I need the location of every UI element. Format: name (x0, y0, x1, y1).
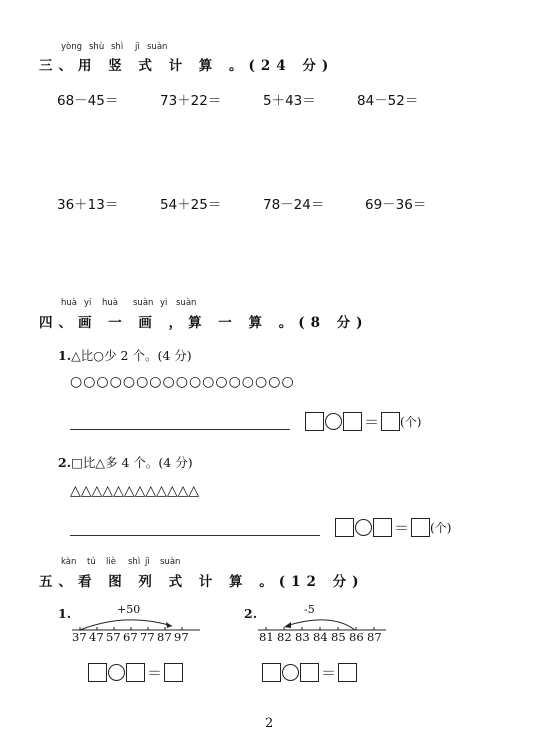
pinyin-5: jì (145, 557, 150, 567)
pinyin-1: yòng (61, 42, 83, 52)
question-text: △比○少 2 个。(4 分) (71, 348, 192, 363)
tick-label: 57 (106, 630, 121, 644)
question-2 (58, 453, 193, 471)
operator-circle[interactable] (355, 519, 372, 536)
tick-label: 83 (295, 630, 310, 644)
answer-line (70, 535, 320, 536)
pinyin-2: yi (84, 298, 92, 308)
equals-sign: ＝ (147, 664, 163, 682)
pinyin-6: suàn (160, 557, 181, 567)
question-1 (58, 346, 192, 364)
triangle-row: △△△△△△△△△△△△ (70, 483, 200, 499)
answer-box[interactable] (305, 412, 324, 431)
equation: 78－24＝ (263, 197, 325, 213)
answer-box[interactable] (126, 663, 145, 682)
operator-circle[interactable] (282, 664, 299, 681)
jump-arc (80, 620, 172, 630)
answer-box[interactable] (335, 518, 354, 537)
equals-sign: ＝ (394, 519, 410, 537)
equation: 84－52＝ (357, 93, 419, 109)
arc-label: -5 (304, 603, 315, 616)
pinyin-3: liè (106, 557, 116, 567)
tick-label: 77 (140, 630, 155, 644)
tick-label: 97 (174, 630, 189, 644)
arc-label: +50 (117, 603, 141, 616)
question-number: 1. (58, 348, 72, 363)
answer-box[interactable] (88, 663, 107, 682)
section-3-title: 三、用 竖 式 计 算 。(24 分) (39, 58, 335, 74)
answer-box[interactable] (381, 412, 400, 431)
equation: 68－45＝ (57, 93, 119, 109)
equals-sign: ＝ (321, 664, 337, 682)
pinyin-1: huà (61, 298, 77, 308)
formula-boxes (88, 662, 183, 683)
equals-sign: ＝ (364, 413, 380, 431)
equation: 36＋13＝ (57, 197, 119, 213)
tick-label: 86 (349, 630, 364, 644)
question-number: 1. (58, 606, 72, 621)
pinyin-3: huà (102, 298, 118, 308)
question-text: □比△多 4 个。(4 分) (71, 455, 193, 470)
unit-label: (个) (430, 521, 452, 535)
pinyin-5: yi (160, 298, 168, 308)
tick-label: 85 (331, 630, 346, 644)
pinyin-2: tú (87, 557, 96, 567)
formula-boxes (335, 517, 451, 538)
answer-box[interactable] (300, 663, 319, 682)
tick-label: 87 (157, 630, 172, 644)
pinyin-4: jì (135, 42, 140, 52)
question-number: 2. (58, 455, 72, 470)
circle-row: ○○○○○○○○○○○○○○○○○ (70, 374, 295, 390)
operator-circle[interactable] (325, 413, 342, 430)
pinyin-5: suàn (147, 42, 168, 52)
formula-boxes (262, 662, 357, 683)
equation: 5＋43＝ (263, 93, 316, 109)
pinyin-3: shì (111, 42, 124, 52)
tick-label: 37 (72, 630, 87, 644)
question-number: 2. (244, 606, 258, 621)
tick-label: 82 (277, 630, 292, 644)
answer-box[interactable] (338, 663, 357, 682)
unit-label: (个) (400, 415, 422, 429)
answer-box[interactable] (262, 663, 281, 682)
tick-label: 84 (313, 630, 328, 644)
pinyin-4: suàn (133, 298, 154, 308)
answer-line (70, 429, 290, 430)
tick-label: 87 (367, 630, 382, 644)
answer-box[interactable] (164, 663, 183, 682)
arrow-head-icon (284, 622, 291, 628)
equation: 73＋22＝ (160, 93, 222, 109)
section-5-title: 五、看 图 列 式 计 算 。(12 分) (39, 574, 365, 590)
operator-circle[interactable] (108, 664, 125, 681)
tick-label: 47 (89, 630, 104, 644)
equation: 54＋25＝ (160, 197, 222, 213)
page-number: 2 (265, 716, 274, 731)
equation: 69－36＝ (365, 197, 427, 213)
pinyin-6: suàn (176, 298, 197, 308)
section-4-title: 四、画 一 画 ，算 一 算 。(8 分) (39, 315, 369, 331)
answer-box[interactable] (343, 412, 362, 431)
formula-boxes (305, 411, 421, 432)
pinyin-1: kàn (61, 557, 77, 567)
tick-label: 67 (123, 630, 138, 644)
answer-box[interactable] (373, 518, 392, 537)
tick-label: 81 (259, 630, 274, 644)
pinyin-4: shì (128, 557, 141, 567)
answer-box[interactable] (411, 518, 430, 537)
pinyin-2: shù (89, 42, 105, 52)
arrow-head-icon (166, 622, 172, 628)
